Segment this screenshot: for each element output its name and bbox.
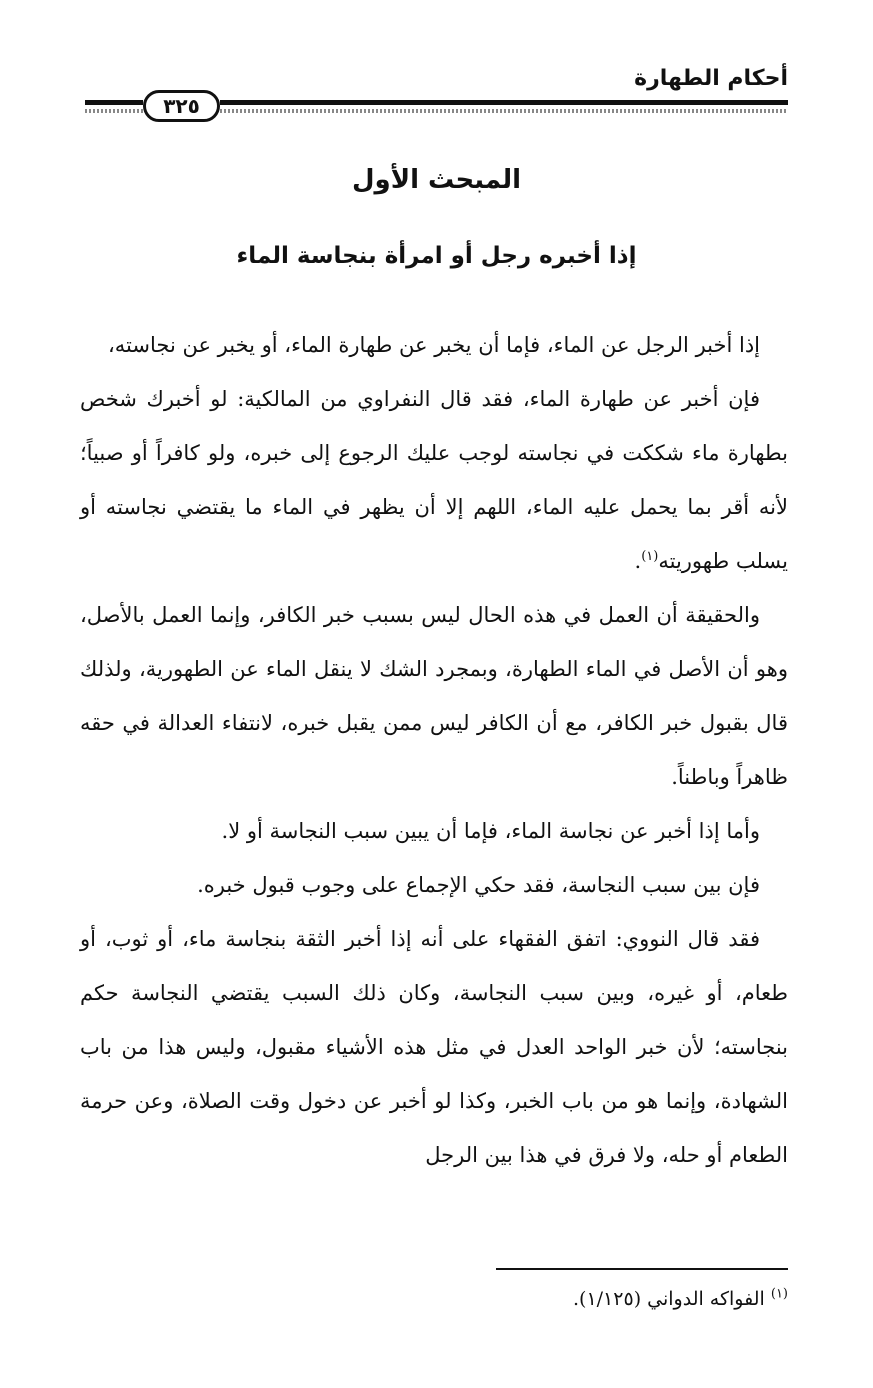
- paragraph-5: فإن بين سبب النجاسة، فقد حكي الإجماع على وجوب قبول خبره.: [197, 873, 760, 897]
- footnote: [573, 1282, 788, 1316]
- paragraph-2: فإن أخبر عن طهارة الماء، فقد قال النفراوي من المالكية: لو أخبرك شخص بطهارة ماء شككت في نجاسته لوجب عليك الرجوع إلى خبره، ولو كافراً أو صبياً؛ لأنه أقر بما يحمل عليه الماء، اللهم إلا أن يظهر في الماء ما يقتضي نجاسته أو يسلب طهوريته$^{(١)}$.: [80, 387, 788, 573]
- footnote-separator: [496, 1268, 788, 1270]
- footnote-number: (١): [770, 1286, 788, 1302]
- paragraph-6: فقد قال النووي: اتفق الفقهاء على أنه إذا أخبر الثقة بنجاسة ماء، أو ثوب، أو طعام، أو غيره، وبين سبب النجاسة، وكان ذلك السبب يقتضي النجاسة حكم بنجاسته؛ لأن خبر الواحد العدل في مثل هذه الأشياء مقبول، وليس هذا من باب الشهادة، وإنما هو من باب الخبر، وكذا لو أخبر عن دخول وقت الصلاة، وعن حرمة الطعام أو حله، ولا فرق في هذا بين الرجل: [80, 927, 788, 1167]
- paragraph-3: والحقيقة أن العمل في هذه الحال ليس بسبب خبر الكافر، وإنما العمل بالأصل، وهو أن الأصل في الماء الطهارة، وبمجرد الشك لا ينقل الماء عن الطهورية، ولذلك قال بقبول خبر الكافر، مع أن الكافر ليس ممن يقبل خبره، لانتفاء العدالة في حقه ظاهراً وباطناً.: [80, 603, 788, 789]
- header-dotted-rule-left: [85, 109, 143, 113]
- paragraph-1: إذا أخبر الرجل عن الماء، فإما أن يخبر عن طهارة الماء، أو يخبر عن نجاسته،: [108, 333, 760, 357]
- subsection-title: إذا أخبره رجل أو امرأة بنجاسة الماء: [236, 243, 637, 269]
- running-head-title: أحكام الطهارة: [634, 66, 788, 91]
- footnote-marker: (١): [641, 549, 659, 564]
- body-text: [80, 318, 788, 1182]
- page-number: ٣٢٥: [143, 90, 220, 122]
- section-title: المبحث الأول: [351, 165, 522, 195]
- header-rule: [220, 100, 788, 105]
- paragraph-4: وأما إذا أخبر عن نجاسة الماء، فإما أن يبين سبب النجاسة أو لا.: [221, 819, 760, 843]
- header-dotted-rule: [220, 109, 788, 113]
- footnote-text: الفواكه الدواني (١/١٢٥).: [573, 1288, 765, 1310]
- header-rule-left: [85, 100, 143, 105]
